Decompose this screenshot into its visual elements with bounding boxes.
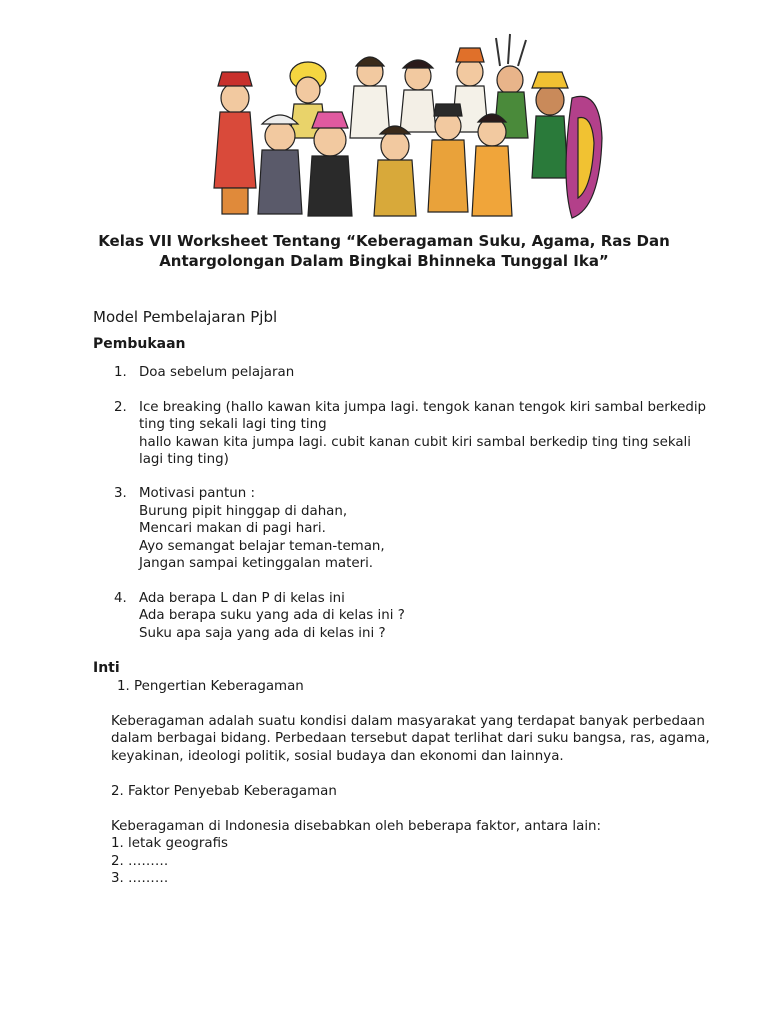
worksheet-title (60, 231, 708, 271)
children-illustration (200, 28, 610, 224)
paragraph-line: Keberagaman adalah suatu kondisi dalam masyarakat yang terdapat banyak perbedaan (111, 714, 705, 729)
inti-subheading-1: 1. Pengertian Keberagaman (117, 679, 304, 694)
item-line: Ada berapa suku yang ada di kelas ini ? (139, 608, 405, 623)
item-line: Doa sebelum pelajaran (139, 365, 295, 380)
title-line-1: Kelas VII Worksheet Tentang “Keberagaman Suku, Agama, Ras Dan (98, 232, 670, 250)
paragraph-line: keyakinan, ideologi politik, sosial budaya dan ekonomi dan lainnya. (111, 749, 564, 764)
factor-item: 3. ……… (111, 871, 169, 886)
paragraph-line: Keberagaman di Indonesia disebabkan oleh beberapa faktor, antara lain: (111, 819, 602, 834)
inti-heading: Inti (93, 660, 120, 676)
item-line: Motivasi pantun : (139, 486, 255, 501)
item-line: ting ting sekali lagi ting ting (139, 417, 327, 432)
item-line: lagi ting ting) (139, 452, 229, 467)
item-number: 4. (114, 591, 127, 606)
paragraph-line: dalam berbagai bidang. Perbedaan tersebut dapat terlihat dari suku bangsa, ras, agama, (111, 731, 710, 746)
inti-subheading-2: 2. Faktor Penyebab Keberagaman (111, 784, 337, 799)
item-line: Suku apa saja yang ada di kelas ini ? (139, 626, 386, 641)
pantun-line: Ayo semangat belajar teman-teman, (139, 539, 385, 554)
item-line: hallo kawan kita jumpa lagi. cubit kanan cubit kiri sambal berkedip ting ting sekali (139, 435, 691, 450)
title-line-2: Antargolongan Dalam Bingkai Bhinneka Tunggal Ika” (159, 252, 609, 270)
item-number: 1. (114, 365, 127, 380)
pantun-line: Burung pipit hinggap di dahan, (139, 504, 348, 519)
item-number: 2. (114, 400, 127, 415)
item-number: 3. (114, 486, 127, 501)
factor-item: 2. ……… (111, 854, 169, 869)
item-line: Ada berapa L dan P di kelas ini (139, 591, 345, 606)
pantun-line: Jangan sampai ketinggalan materi. (139, 556, 374, 571)
learning-model: Model Pembelajaran Pjbl (93, 308, 278, 326)
pembukaan-heading: Pembukaan (93, 336, 186, 352)
factor-item: 1. letak geografis (111, 836, 229, 851)
item-line: Ice breaking (hallo kawan kita jumpa lagi. tengok kanan tengok kiri sambal berkedip (139, 400, 707, 415)
pantun-line: Mencari makan di pagi hari. (139, 521, 326, 536)
